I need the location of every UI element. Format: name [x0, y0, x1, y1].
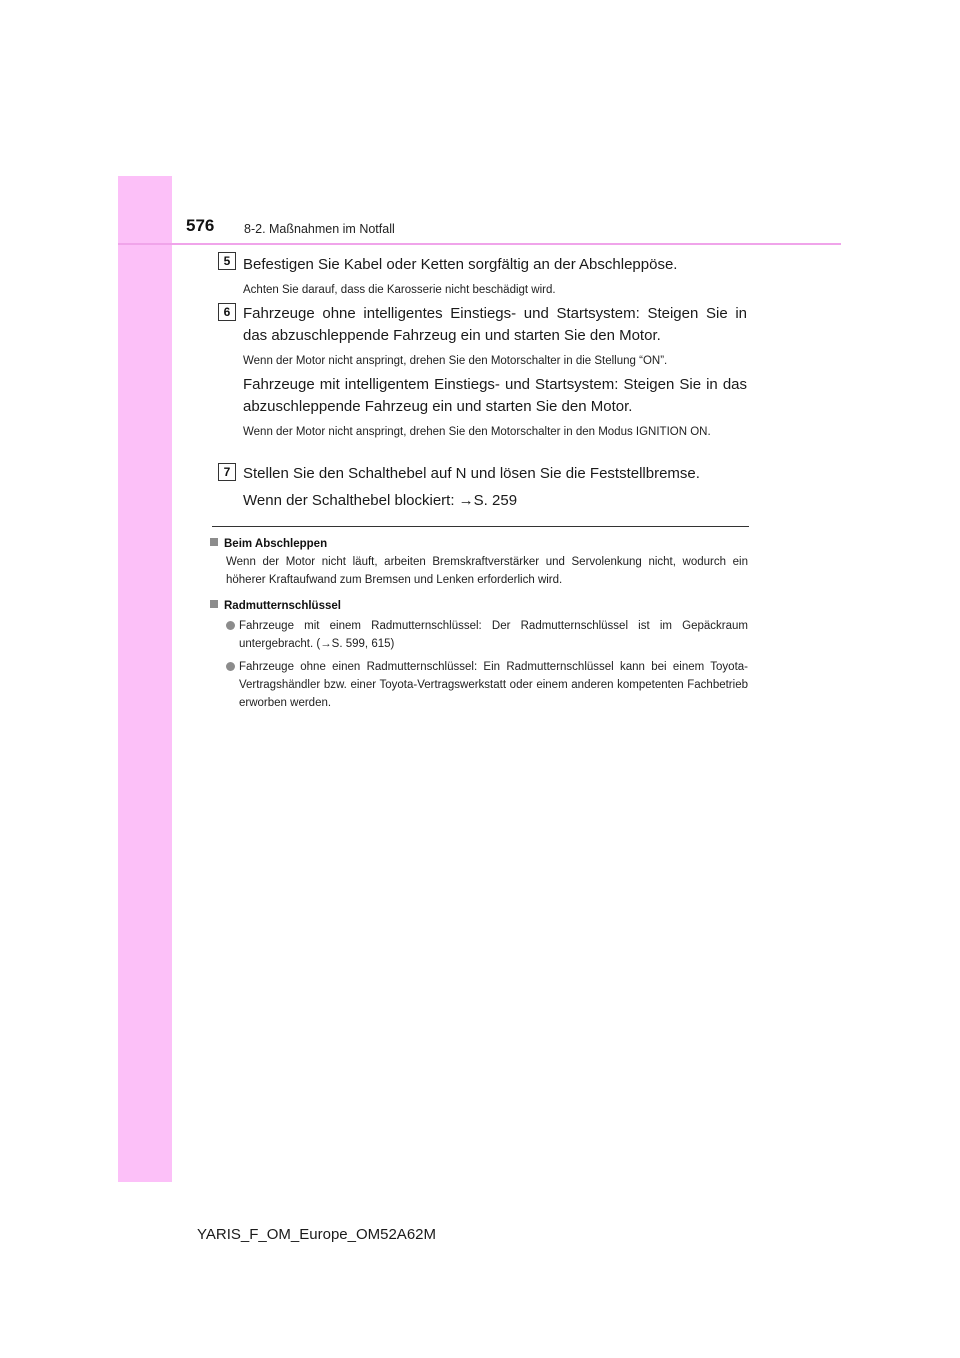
circle-bullet-icon [226, 621, 235, 630]
step-number-badge: 5 [218, 252, 236, 270]
note-beim-abschleppen [210, 535, 748, 589]
step-number-badge: 6 [218, 303, 236, 321]
chapter-sidebar-tab [118, 176, 172, 1182]
step-7-block [243, 463, 747, 512]
list-item: Fahrzeuge ohne einen Radmutternschlüssel: Ein Radmutternschlüssel kann bei einem Toyota-Vertragshändler bzw. einer Toyota-Vertragswerkstatt oder einem anderen kompetenten Fachbetrieb erworben werden. [226, 658, 748, 712]
note-heading: Radmutternschlüssel [210, 597, 748, 615]
step-instruction: Fahrzeuge ohne intelligentes Einstiegs- und Startsystem: Steigen Sie in das abzuschleppende Fahrzeug ein und starten Sie den Motor. [243, 305, 747, 344]
step-instruction: Fahrzeuge mit intelligentem Einstiegs- und Startsystem: Steigen Sie in das abzuschleppende Fahrzeug ein und starten Sie den Motor. [243, 376, 747, 415]
step-instruction: Stellen Sie den Schalthebel auf N und lösen Sie die Feststellbremse. [243, 465, 700, 482]
step-note: Wenn der Motor nicht anspringt, drehen Sie den Motorschalter in die Stellung “ON”. [243, 355, 668, 367]
note-radmutternschluessel [210, 597, 748, 712]
step-instruction-crossref: Wenn der Schalthebel blockiert: →S. 259 [243, 492, 518, 509]
header-rule [118, 243, 841, 245]
step-number-badge: 7 [218, 463, 236, 481]
section-divider [212, 526, 749, 527]
document-id-footer: YARIS_F_OM_Europe_OM52A62M [197, 1226, 436, 1243]
square-bullet-icon [210, 600, 218, 608]
list-item: Fahrzeuge mit einem Radmutternschlüssel: Der Radmutternschlüssel ist im Gepäckraum untergebracht. (→S. 599, 615) [226, 617, 748, 653]
page-number: 576 [186, 216, 215, 235]
note-body: Wenn der Motor nicht läuft, arbeiten Bremskraftverstärker und Servolenkung nicht, wodurch ein höherer Kraftaufwand zum Bremsen und Lenken erforderlich wird. [226, 556, 748, 586]
step-note: Achten Sie darauf, dass die Karosserie nicht beschädigt wird. [243, 284, 556, 296]
section-title: 8-2. Maßnahmen im Notfall [244, 222, 395, 236]
note-heading: Beim Abschleppen [210, 535, 748, 553]
step-instruction: Befestigen Sie Kabel oder Ketten sorgfältig an der Abschleppöse. [243, 256, 678, 273]
step-5-block [243, 254, 747, 299]
step-6-block [243, 303, 747, 441]
step-note: Wenn der Motor nicht anspringt, drehen Sie den Motorschalter in den Modus IGNITION ON. [243, 426, 711, 438]
circle-bullet-icon [226, 662, 235, 671]
square-bullet-icon [210, 538, 218, 546]
